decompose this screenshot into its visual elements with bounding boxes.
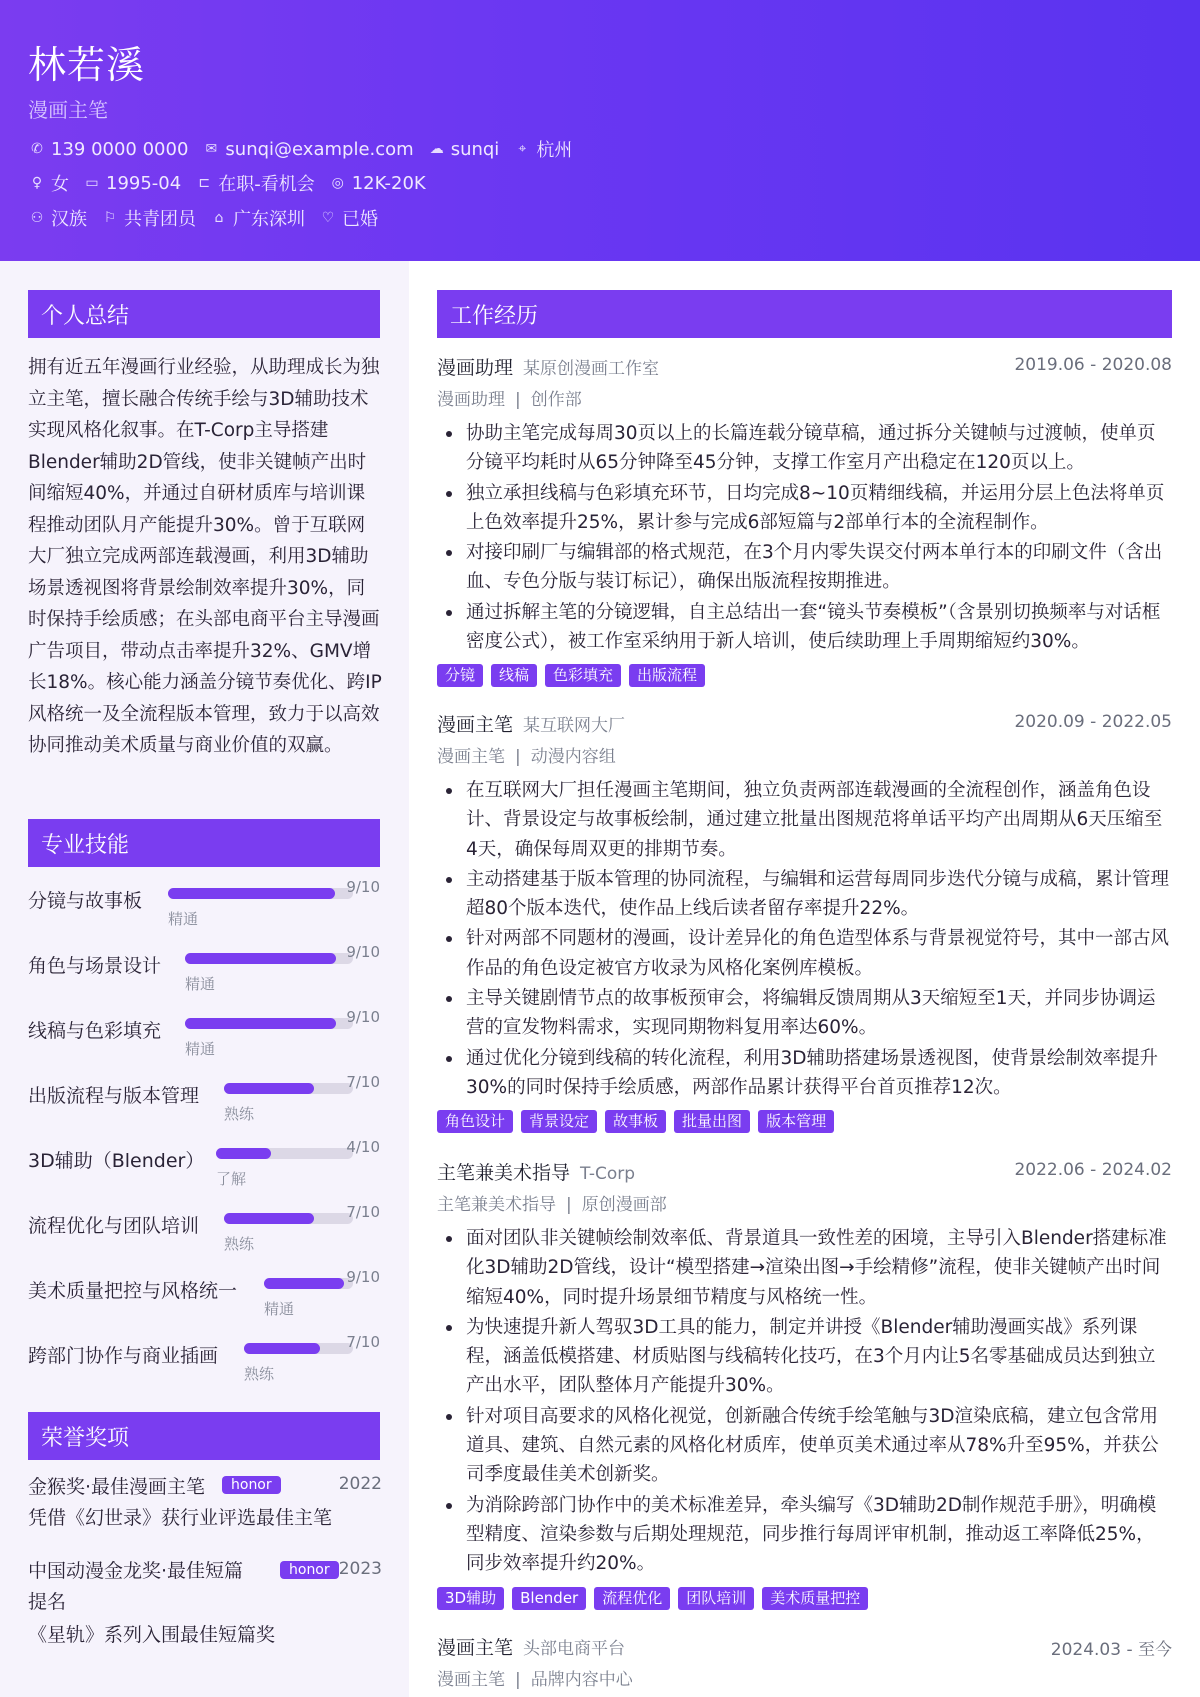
job-date: 2019.06 - 2020.08 — [1014, 355, 1172, 375]
job-bullet: 通过拆解主笔的分镜逻辑，自主总结出一套“镜头节奏模板”（含景别切换频率与对话框密度公式），被工作室采纳用于新人培训，使后续助理上手周期缩短约30%。 — [437, 598, 1172, 657]
job-role: 漫画主笔 — [437, 1637, 514, 1659]
job-bullets — [437, 419, 1172, 656]
skill-tag: 团队培训 — [678, 1587, 754, 1610]
politics-text: 共青团员 — [124, 209, 196, 230]
skill-item — [28, 1203, 380, 1263]
gender-text: 女 — [51, 174, 69, 195]
people-icon: ⚇ — [30, 210, 44, 226]
job-bullet: 为快速提升新人驾驭3D工具的能力，制定并讲授《Blender辅助漫画实战》系列课程，涵盖低模搭建、材质贴图与线稿转化技巧，在3个月内让5名零基础成员达到独立产出水平，团队整体月产能提升30%。 — [437, 1313, 1172, 1401]
skill-bar — [216, 1148, 353, 1159]
skill-name: 美术质量把控与风格统一 — [28, 1280, 238, 1302]
skill-bar-fill — [185, 1018, 336, 1029]
honor-name: 金猴奖·最佳漫画主笔 — [28, 1476, 206, 1498]
skill-item — [28, 1268, 380, 1328]
job-subline — [437, 742, 1172, 772]
summary-text: 拥有近五年漫画行业经验，从助理成长为独立主笔，擅长融合传统手绘与3D辅助技术实现风格化叙事。在T-Corp主导搭建Blender辅助2D管线，使非关键帧产出时间缩短40%，并通过自研材质库与培训课程推动团队月产能提升30%。曾于互联网大厂独立完成两部连载漫画，利用3D辅助场景透视图将背景绘制效率提升30%，同时保持手绘质感；在头部电商平台主导漫画广告项目，带动点击率提升32%、GMV增长18%。核心能力涵盖分镜节奏优化、跨IP风格统一及全流程版本管理，致力于以高效协同推动美术质量与商业价值的双赢。 — [28, 357, 382, 756]
job-bullet: 独立承担线稿与色彩填充环节，日均完成8~10页精细线稿，并运用分层上色法将单页上色效率提升25%，累计参与完成6部短篇与2部单行本的全流程制作。 — [437, 479, 1172, 538]
job-tags — [437, 1587, 1172, 1610]
job-dept: 动漫内容组 — [530, 747, 616, 767]
briefcase-icon: ⊏ — [198, 175, 211, 191]
honor-badge: honor — [280, 1561, 339, 1579]
skill-name: 流程优化与团队培训 — [28, 1215, 200, 1237]
skill-name: 出版流程与版本管理 — [28, 1085, 200, 1107]
job-subrole: 主笔兼美术指导 — [437, 1195, 556, 1215]
job-role: 漫画主笔 — [437, 714, 514, 736]
heart-icon: ♡ — [321, 210, 335, 226]
skills-heading: 专业技能 — [28, 819, 380, 867]
job-bullet: 针对项目高要求的风格化视觉，创新融合传统手绘笔触与3D渲染底稿，建立包含常用道具、建筑、自然元素的风格化材质库，使单页美术通过率从78%升至95%，并获公司季度最佳美术创新奖。 — [437, 1402, 1172, 1490]
skill-score: 9/10 — [346, 878, 380, 896]
skill-bar — [185, 1018, 353, 1029]
skill-level: 熟练 — [224, 1105, 255, 1123]
skill-tag: 分镜 — [437, 664, 483, 687]
skill-tag: 色彩填充 — [545, 664, 621, 687]
job-subline — [437, 1665, 1172, 1695]
skill-tag: Blender — [512, 1587, 586, 1610]
job-company: 头部电商平台 — [523, 1639, 626, 1659]
work-heading: 工作经历 — [437, 290, 1172, 338]
skill-bar-fill — [264, 1278, 344, 1289]
skill-level: 精通 — [185, 975, 216, 993]
job-bullet: 在互联网大厂担任漫画主笔期间，独立负责两部连载漫画的全流程创作，涵盖角色设计、背景设定与故事板绘制，通过建立批量出图规范将单话平均产出周期从6天压缩至4天，确保每周双更的排期节奏。 — [437, 776, 1172, 864]
job-role: 漫画助理 — [437, 357, 514, 379]
job-entry — [437, 710, 1172, 1133]
skill-item — [28, 1333, 380, 1393]
job-date: 2024.03 - 至今 — [1050, 1640, 1172, 1660]
phone-text[interactable]: 139 0000 0000 — [51, 138, 189, 160]
skill-tag: 出版流程 — [629, 664, 705, 687]
skill-score: 9/10 — [346, 1268, 380, 1286]
job-dept: 原创漫画部 — [581, 1195, 667, 1215]
skill-tag: 版本管理 — [758, 1110, 834, 1133]
job-subline — [437, 385, 1172, 415]
skill-item — [28, 1138, 380, 1198]
phone-icon: ✆ — [31, 141, 43, 157]
job-bullet: 协助主笔完成每周30页以上的长篇连载分镜草稿，通过拆分关键帧与过渡帧，使单页分镜平均耗时从65分钟降至45分钟，支撑工作室月产出稳定在120页以上。 — [437, 419, 1172, 478]
skill-bar-fill — [224, 1213, 314, 1224]
job-tags — [437, 1110, 1172, 1133]
summary-heading: 个人总结 — [28, 290, 380, 338]
skill-level: 精通 — [264, 1300, 295, 1318]
job-subline — [437, 1190, 1172, 1220]
salary-icon: ◎ — [331, 175, 344, 191]
candidate-name: 林若溪 — [28, 43, 146, 87]
skill-level: 精通 — [168, 910, 199, 928]
job-separator: | — [515, 1670, 521, 1690]
job-separator: | — [515, 390, 521, 410]
skill-tag: 线稿 — [491, 664, 537, 687]
job-header — [437, 710, 1172, 742]
job-entry — [437, 1158, 1172, 1610]
status-text: 在职-看机会 — [218, 174, 315, 195]
job-bullet: 针对两部不同题材的漫画，设计差异化的角色造型体系与背景视觉符号，其中一部古风作品的角色设定被官方收录为风格化案例库模板。 — [437, 924, 1172, 983]
skill-score: 7/10 — [346, 1333, 380, 1351]
skill-score: 7/10 — [346, 1203, 380, 1221]
honor-badge: honor — [222, 1476, 281, 1494]
skill-bar-fill — [216, 1148, 271, 1159]
job-bullet: 面对团队非关键帧绘制效率低、背景道具一致性差的困境，主导引入Blender搭建标准化3D辅助2D管线，设计“模型搭建→渲染出图→手绘精修”流程，使非关键帧产出时间缩短40%，同时提升场景细节精度与风格统一性。 — [437, 1224, 1172, 1312]
honor-name: 中国动漫金龙奖·最佳短篇提名 — [28, 1560, 244, 1613]
job-company: 某原创漫画工作室 — [523, 359, 660, 379]
email-text[interactable]: sunqi@example.com — [225, 138, 414, 160]
job-entry — [437, 353, 1172, 687]
skill-bar-fill — [168, 888, 335, 899]
skill-score: 4/10 — [346, 1138, 380, 1156]
skill-tag: 批量出图 — [674, 1110, 750, 1133]
job-dept: 创作部 — [530, 390, 582, 410]
job-company: T-Corp — [580, 1164, 636, 1184]
honor-year: 2023 — [338, 1559, 382, 1579]
skill-level: 了解 — [216, 1170, 247, 1188]
job-bullet: 对接印刷厂与编辑部的格式规范，在3个月内零失误交付两本单行本的印刷文件（含出血、专色分版与装订标记），确保出版流程按期推进。 — [437, 538, 1172, 597]
skill-item — [28, 1073, 380, 1133]
marital-text: 已婚 — [342, 209, 378, 230]
job-bullet: 主动搭建基于版本管理的协同流程，与编辑和运营每周同步迭代分镜与成稿，累计管理超80个版本迭代，使作品上线后读者留存率提升22%。 — [437, 865, 1172, 924]
job-header — [437, 1158, 1172, 1190]
skill-bar-fill — [244, 1343, 320, 1354]
job-bullets — [437, 1224, 1172, 1579]
skill-name: 分镜与故事板 — [28, 890, 143, 912]
job-tags — [437, 664, 1172, 687]
personal-row — [28, 170, 440, 196]
skill-name: 跨部门协作与商业插画 — [28, 1345, 219, 1367]
job-subrole: 漫画主笔 — [437, 1670, 505, 1690]
skill-tag: 背景设定 — [521, 1110, 597, 1133]
job-header — [437, 353, 1172, 385]
contact-row — [28, 136, 586, 162]
honor-item — [28, 1556, 382, 1651]
skill-bar-fill — [224, 1083, 314, 1094]
job-dept: 品牌内容中心 — [530, 1670, 633, 1690]
job-date: 2022.06 - 2024.02 — [1014, 1160, 1172, 1180]
skill-name: 线稿与色彩填充 — [28, 1020, 162, 1042]
job-bullet: 通过优化分镜到线稿的转化流程，利用3D辅助搭建场景透视图，使背景绘制效率提升30%的同时保持手绘质感，两部作品累计获得平台首页推荐12次。 — [437, 1044, 1172, 1103]
skill-level: 熟练 — [224, 1235, 255, 1253]
skill-tag: 角色设计 — [437, 1110, 513, 1133]
city-text: 杭州 — [536, 140, 573, 161]
skill-bar — [185, 953, 353, 964]
skill-item — [28, 878, 380, 938]
skill-tag: 故事板 — [605, 1110, 666, 1133]
salary-text: 12K-20K — [351, 172, 426, 194]
job-header — [437, 1633, 1172, 1665]
skill-tag: 流程优化 — [594, 1587, 670, 1610]
skill-score: 9/10 — [346, 943, 380, 961]
wechat-text: sunqi — [450, 138, 500, 160]
mail-icon: ✉ — [205, 141, 218, 157]
skill-name: 角色与场景设计 — [28, 955, 162, 977]
job-separator: | — [515, 747, 521, 767]
skill-bar — [244, 1343, 353, 1354]
honor-desc: 凭借《幻世录》获行业评选最佳主笔 — [28, 1507, 333, 1529]
location-icon: ⌖ — [518, 141, 527, 157]
ethnicity-text: 汉族 — [51, 209, 87, 230]
honor-desc: 《星轨》系列入围最佳短篇奖 — [28, 1624, 276, 1646]
job-role: 主笔兼美术指导 — [437, 1162, 571, 1184]
job-bullet: 主导关键剧情节点的故事板预审会，将编辑反馈周期从3天缩短至1天，并同步协调运营的宣发物料需求，实现同期物料复用率达60%。 — [437, 984, 1172, 1043]
skill-level: 熟练 — [244, 1365, 275, 1383]
job-subrole: 漫画助理 — [437, 390, 505, 410]
job-date: 2020.09 - 2022.05 — [1014, 712, 1172, 732]
resume-header — [0, 0, 1200, 261]
calendar-icon: ▭ — [85, 175, 99, 191]
honor-year: 2022 — [338, 1474, 382, 1494]
skill-bar — [224, 1083, 353, 1094]
skill-item — [28, 943, 380, 1003]
background-row — [28, 205, 392, 231]
skill-level: 精通 — [185, 1040, 216, 1058]
candidate-title: 漫画主笔 — [28, 98, 108, 122]
job-bullets — [437, 776, 1172, 1102]
skill-item — [28, 1008, 380, 1068]
job-bullet: 为消除跨部门协作中的美术标准差异，牵头编写《3D辅助2D制作规范手册》，明确模型精度、渲染参数与后期处理规范，同步推行每周评审机制，推动返工率降低25%，同步效率提升约20%。 — [437, 1491, 1172, 1579]
skill-bar — [224, 1213, 353, 1224]
skill-score: 9/10 — [346, 1008, 380, 1026]
honors-heading: 荣誉奖项 — [28, 1412, 380, 1460]
skill-score: 7/10 — [346, 1073, 380, 1091]
hometown-text: 广东深圳 — [233, 209, 305, 230]
skill-bar — [264, 1278, 353, 1289]
honor-item — [28, 1472, 382, 1534]
skill-tag: 3D辅助 — [437, 1587, 504, 1610]
person-icon: ♀ — [31, 175, 43, 191]
skill-name: 3D辅助（Blender） — [28, 1150, 205, 1172]
birth-text: 1995-04 — [106, 172, 182, 194]
job-separator: | — [566, 1195, 572, 1215]
flag-icon: ⚐ — [103, 210, 117, 226]
job-entry — [437, 1633, 1172, 1695]
skill-bar-fill — [185, 953, 336, 964]
skill-bar — [168, 888, 353, 899]
job-company: 某互联网大厂 — [523, 716, 626, 736]
skill-tag: 美术质量把控 — [762, 1587, 868, 1610]
job-subrole: 漫画主笔 — [437, 747, 505, 767]
wechat-icon: ☁ — [429, 141, 444, 157]
home-icon: ⌂ — [214, 210, 224, 226]
